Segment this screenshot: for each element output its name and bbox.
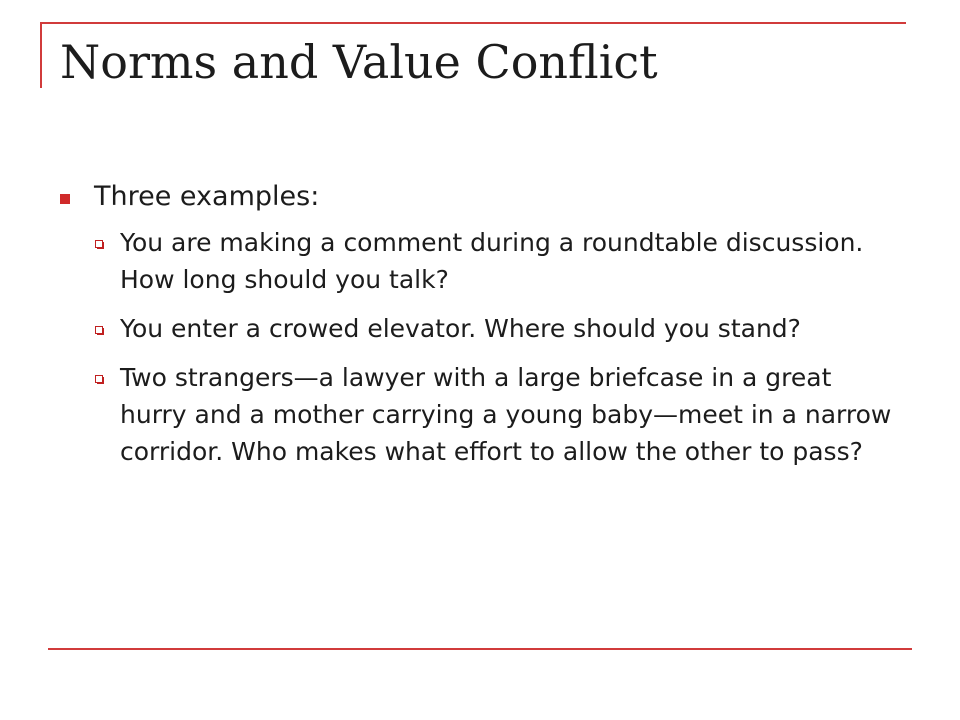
left-rule-divider	[40, 22, 42, 88]
example-item	[95, 224, 910, 298]
example-text: You enter a crowed elevator. Where should you stand?	[120, 314, 801, 343]
top-rule-divider	[40, 22, 906, 24]
checkbox-bullet-icon	[95, 326, 104, 335]
bottom-rule-divider	[48, 648, 912, 650]
slide-title: Norms and Value Conflict	[60, 35, 658, 89]
checkbox-bullet-icon	[95, 240, 104, 249]
square-bullet-icon	[60, 194, 70, 204]
examples-list	[60, 224, 910, 470]
example-text: Two strangers—a lawyer with a large briefcase in a great hurry and a mother carrying a young baby—meet in a narrow corridor. Who makes what effort to allow the other to pass?	[120, 363, 892, 466]
main-bullet-text: Three examples:	[94, 181, 320, 212]
example-item	[95, 310, 910, 347]
example-text: You are making a comment during a roundtable discussion. How long should you talk?	[120, 228, 864, 294]
checkbox-bullet-icon	[95, 375, 104, 384]
example-item	[95, 359, 910, 470]
main-bullet-item	[60, 176, 910, 218]
slide-content	[60, 176, 910, 482]
